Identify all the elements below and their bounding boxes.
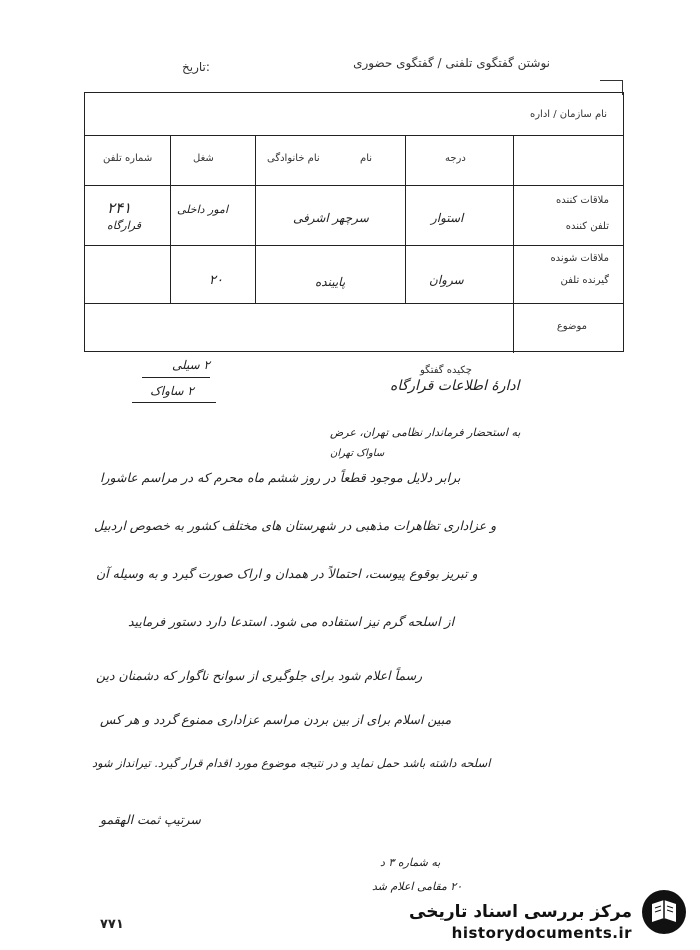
col-rank: درجه <box>445 153 466 164</box>
form-table <box>84 92 624 352</box>
row-divider <box>85 135 623 136</box>
row1-name: سرچهر اشرفی <box>293 211 369 225</box>
col-divider <box>170 135 171 303</box>
row1-job: امور داخلی <box>177 203 229 216</box>
body-line: مبین اسلام برای از بین بردن مراسم عزاداری ممنوع گردد و هر کس <box>100 712 452 727</box>
col-phone: شماره تلفن <box>103 153 153 164</box>
body-line: برابر دلایل موجود قطعاً در روز ششم ماه محرم که در مراسم عاشورا <box>100 470 461 485</box>
row2-name: پایینده <box>315 275 346 289</box>
row2-rank: سروان <box>429 273 464 287</box>
col-name: نام <box>360 153 373 164</box>
row2-job: ۲۰ <box>209 273 223 288</box>
receiver-label: گیرنده تلفن <box>560 275 609 286</box>
cc-line: ساواک تهران <box>330 448 385 459</box>
col-family: نام خانوادگی <box>267 153 320 164</box>
side-note-1: ۲ سیلی <box>172 358 210 372</box>
summary-label: چکیده گفتگو <box>420 365 472 376</box>
body-line: و تبریز بوقوع پیوست، احتمالاً در همدان و اراک صورت گیرد و به وسیله آن <box>96 566 478 581</box>
row1-phone: ۲۴۱ <box>107 199 132 217</box>
col-divider <box>405 135 406 303</box>
body-line: و عزاداری تظاهرات مذهبی در شهرستان های مختلف کشور به خصوص اردبیل <box>94 518 497 533</box>
addressee-line: ادارۀ اطلاعات قرارگاه <box>390 378 520 394</box>
body-line: رسماً اعلام شود برای جلوگیری از سوانح ناگوار که دشمنان دین <box>96 668 423 683</box>
subject-label: موضوع <box>556 321 587 332</box>
visitor-label: ملاقات کننده <box>555 195 609 206</box>
body-line: از اسلحه گرم نیز استفاده می شود. استدعا دارد دستور فرمایید <box>128 614 455 629</box>
caller-label: تلفن کننده <box>565 221 609 232</box>
form-title: نوشتن گفتگوی تلفنی / گفتگوی حضوری <box>353 56 550 70</box>
document-logo-icon <box>640 888 688 936</box>
salutation-line: به استحضار فرماندار نظامی تهران، عرض <box>330 426 521 439</box>
visited-label: ملاقات شونده <box>550 253 609 264</box>
footer-note: ۲۰ مقامی اعلام شد <box>372 880 463 893</box>
date-label: :تاریخ <box>182 60 210 74</box>
side-rule <box>142 377 210 378</box>
body-line: اسلحه داشته باشد حمل نماید و در نتیجه موضوع مورد اقدام قرار گیرد. تیرانداز شود <box>92 756 491 770</box>
row1-rank: استوار <box>431 211 464 225</box>
row-divider <box>85 245 623 246</box>
side-note-2: ۲ ساواک <box>150 384 194 398</box>
org-label: نام سازمان / اداره <box>529 109 607 120</box>
col-divider <box>513 135 514 353</box>
watermark-en: historydocuments.ir <box>451 924 632 942</box>
footer-note: به شماره ۳ د <box>380 856 441 869</box>
col-job: شغل <box>193 153 214 164</box>
watermark <box>409 902 632 942</box>
signature-line: سرتیپ ثمت الهقمو <box>100 812 201 827</box>
col-divider <box>255 135 256 303</box>
row-divider <box>85 185 623 186</box>
row1-phone-note: قرارگاه <box>107 219 142 232</box>
row-divider <box>85 303 623 304</box>
side-rule <box>132 402 216 403</box>
watermark-fa: مرکز بررسی اسناد تاریخی <box>409 902 632 922</box>
page-number: ۷۷۱ <box>100 917 124 932</box>
